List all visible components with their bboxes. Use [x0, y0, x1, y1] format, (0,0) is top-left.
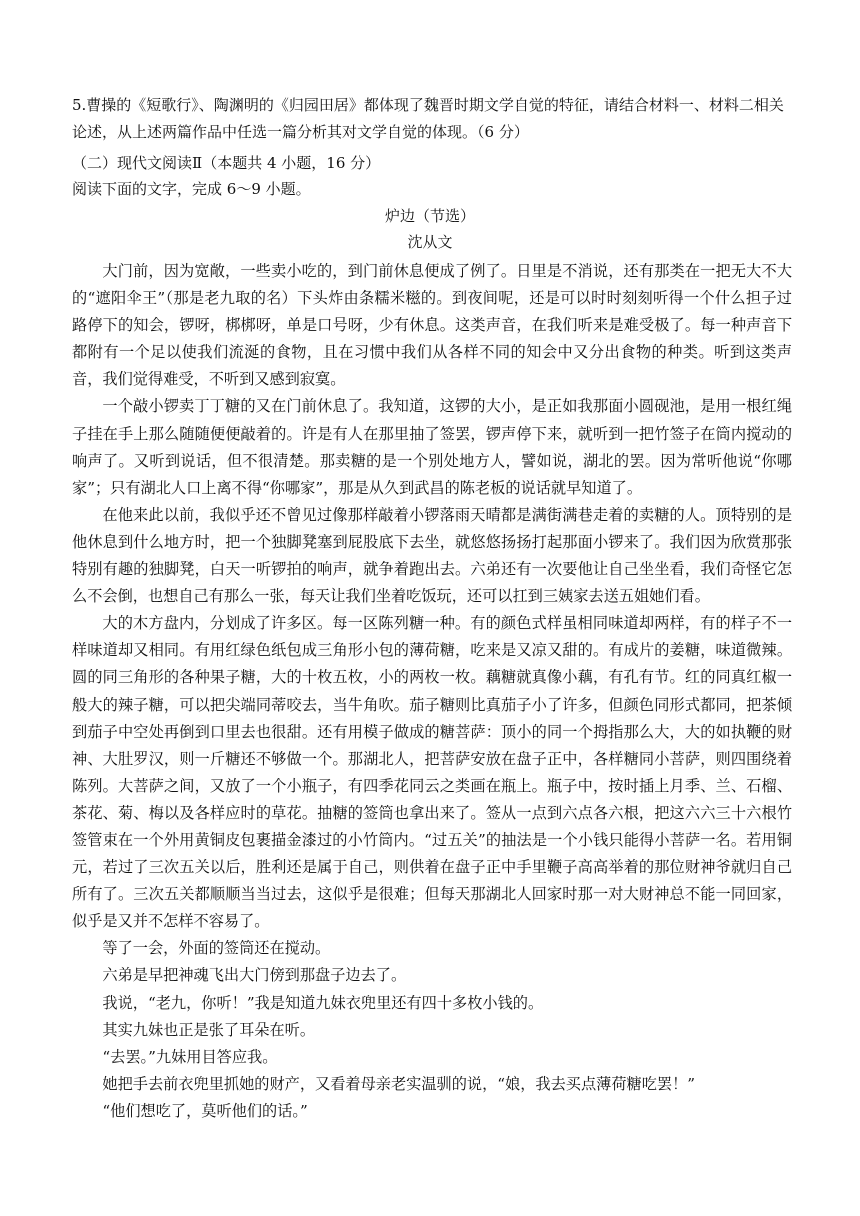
paragraph: “去罢。”九妹用目答应我。 [102, 1047, 278, 1066]
paragraph: 大门前，因为宽敞，一些卖小吃的，到门前休息便成了例了。日里是不消说，还有那类在一把无大不大的“遮阳伞王”（那是老九取的名）下头炸由条糯米糍的。到夜间呢，还是可以时时刻刻听得一个什么担子过路停下的知会，锣呀，梆梆呀，单是口号呀，少有休息。这类声音，在我们听来是难受极了。每一种声音下都附有一个足以使我们流涎的食物，且在习惯中我们从各样不同的知会中又分出食物的种类。听到这类声音，我们觉得难受，不听到又感到寂寞。 [72, 262, 792, 389]
paragraph: 大的木方盘内，分划成了许多区。每一区陈列糖一种。有的颜色式样虽相同味道却两样，有的样子不一样味道却又相同。有用红绿色纸包成三角形小包的薄荷糖，吃来是又凉又甜的。有成片的姜糖，味道微辣。圆的同三角形的各种果子糖，大的十枚五枚，小的两枚一枚。藕糖就真像小藕，有孔有节。红的同真红椒一般大的辣子糖，可以把尖端同蒂咬去，当牛角吹。茄子糖则比真茄子小了许多，但颜色同形式都同，把茶倾到茄子中空处再倒到口里去也很甜。还有用模子做成的糖菩萨：顶小的同一个拇指那么大，大的如执鞭的财神、大肚罗汉，则一斤糖还不够做一个。那湖北人，把菩萨安放在盘子正中，各样糖同小菩萨，则四围绕着陈列。大菩萨之间，又放了一个小瓶子，有四季花同云之类画在瓶上。瓶子中，按时插上月季、兰、石榴、茶花、菊、梅以及各样应时的草花。抽糖的签筒也拿出来了。签从一点到六点各六根，把这六六三十六根竹签管束在一个外用黄铜皮包裹描金漆过的小竹筒内。“过五关”的抽法是一个小钱只能得小菩萨一名。若用铜元，若过了三次五关以后，胜利还是属于自己，则供着在盘子正中手里鞭子高高举着的那位财神爷就归自己所有了。三次五关都顺顺当当过去，这似乎是很难；但每天那湖北人回家时那一对大财神总不能一同回家，似乎是又并不怎样不容易了。 [72, 614, 792, 931]
paragraph: 六弟是早把神魂飞出大门傍到那盘子边去了。 [102, 966, 407, 985]
paragraph: 等了一会，外面的签筒还在搅动。 [102, 939, 331, 958]
paragraph: 一个敲小锣卖丁丁糖的又在门前休息了。我知道，这锣的大小，是正如我那面小圆砚池，是用一根红绳子挂在手上那么随随便便敲着的。许是有人在那里抽了签罢，锣声停下来，就听到一把竹签子在筒内搅动的响声了。又听到说话，但不很清楚。那卖糖的是一个别处地方人，譬如说，湖北的罢。因为常听他说“你哪家”；只有湖北人口上离不得“你哪家”，那是从久到武昌的陈老板的说话就早知道了。 [72, 397, 792, 497]
paragraph: 其实九妹也正是张了耳朵在听。 [102, 1020, 316, 1039]
paragraph: 她把手去前衣兜里抓她的财产，又看着母亲老实温驯的说，“娘，我去买点薄荷糖吃罢！” [102, 1074, 696, 1093]
passage-title: 炉边（节选） [384, 207, 475, 225]
passage-author: 沈从文 [407, 233, 453, 251]
paragraph: 在他来此以前，我似乎还不曾见过像那样敲着小锣落雨天晴都是满街满巷走着的卖糖的人。顶特别的是他休息到什么地方时，把一个独脚凳塞到屁股底下去坐，就悠悠扬扬打起那面小锣来了。我们因为欣赏那张特别有趣的独脚凳，白天一听锣拍的响声，就争着跑出去。六弟还有一次要他让自己坐坐看，我们奇怪它怎么不会倒，也想自己有那么一张，每天让我们坐着吃饭玩，还可以扛到三姨家去送五姐她们看。 [72, 505, 792, 606]
question-5: 5.曹操的《短歌行》、陶渊明的《归园田居》都体现了魏晋时期文学自觉的特征，请结合材料一、材料二相关论述，从上述两篇作品中任选一篇分析其对文学自觉的体现。（6 分） [72, 96, 784, 141]
paragraph: 我说，“老九，你听！”我是知道九妹衣兜里还有四十多枚小钱的。 [102, 993, 544, 1012]
reading-instruction: 阅读下面的文字，完成 6～9 小题。 [72, 180, 311, 198]
passage-body [72, 258, 792, 1125]
section-heading: （二）现代文阅读Ⅱ（本题共 4 小题，16 分） [72, 154, 381, 172]
paragraph: “他们想吃了，莫听他们的话。” [102, 1101, 308, 1120]
